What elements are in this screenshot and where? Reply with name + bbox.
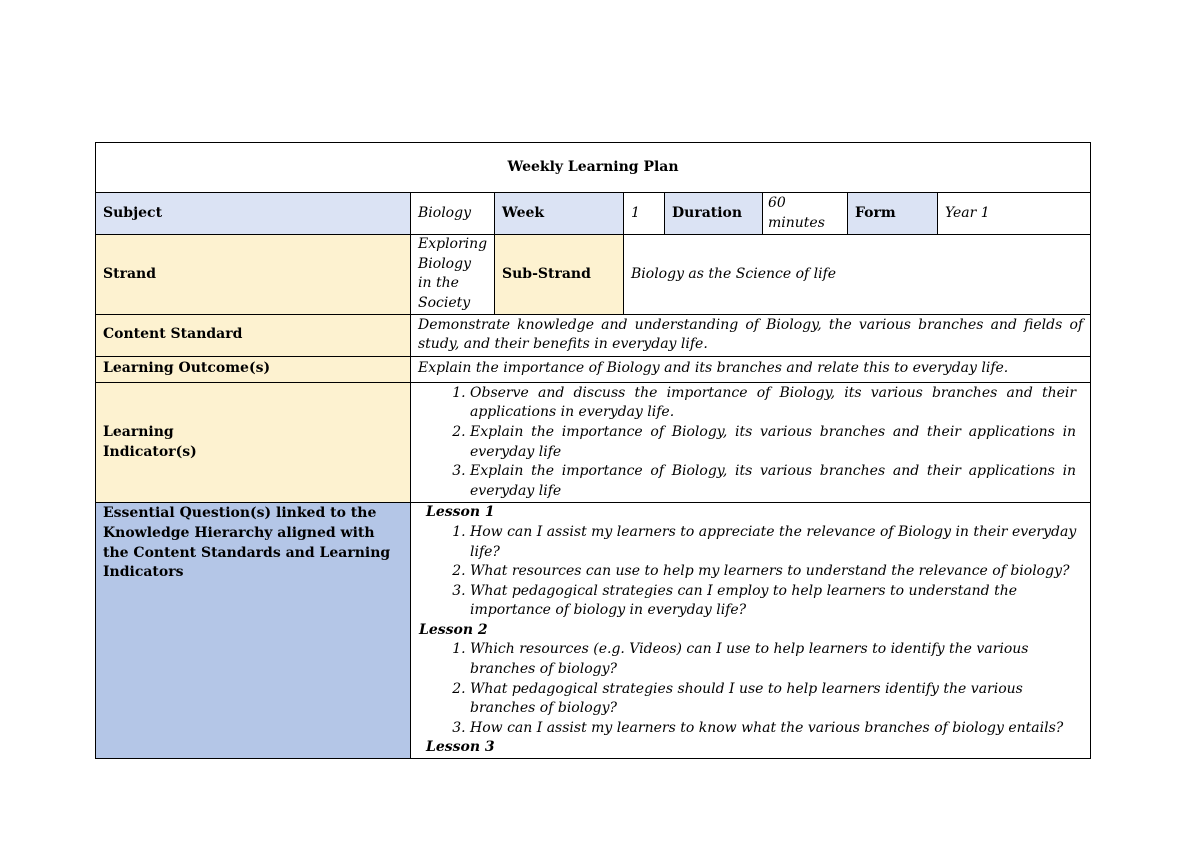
learning-indicators-list <box>418 384 1083 502</box>
strand-label: Strand <box>96 235 411 314</box>
learning-outcome-row <box>96 356 1091 382</box>
list-item: 2. What resources can use to help my learners to understand the relevance of biology? <box>470 562 1078 582</box>
list-item: 1. How can I assist my learners to appreciate the relevance of Biology in their everyday life? <box>470 523 1078 562</box>
learning-indicators-cell <box>411 382 1091 503</box>
title-row <box>96 143 1091 193</box>
sub-strand-label: Sub-Strand <box>495 235 624 314</box>
lesson-title: Lesson 2 <box>419 621 488 638</box>
list-item: 1. Which resources (e.g. Videos) can I use to help learners to identify the various branches of biology? <box>470 640 1078 679</box>
duration-value: 60 minutes <box>763 193 848 235</box>
list-item: 1. Observe and discuss the importance of Biology, its various branches and their applications in everyday life. <box>470 384 1076 423</box>
lesson-1-questions <box>419 523 1078 621</box>
content-standard-label: Content Standard <box>96 314 411 356</box>
essential-questions-row <box>96 503 1091 759</box>
learning-indicators-label <box>96 382 411 503</box>
sub-strand-value: Biology as the Science of life <box>624 235 1091 314</box>
essential-questions-cell <box>411 503 1091 759</box>
subject-label: Subject <box>96 193 411 235</box>
essential-questions-label: Essential Question(s) linked to the Knowledge Hierarchy aligned with the Content Standards and Learning Indicators <box>96 503 411 759</box>
week-label: Week <box>495 193 624 235</box>
learning-indicators-label-line1: Learning <box>103 423 174 440</box>
week-value: 1 <box>624 193 665 235</box>
learning-indicators-label-line2: Indicator(s) <box>103 443 197 460</box>
lesson-title: Lesson 3 <box>426 739 495 756</box>
learning-outcome-value: Explain the importance of Biology and its branches and relate this to everyday life. <box>411 356 1091 382</box>
strand-row <box>96 235 1091 314</box>
list-item: 2. What pedagogical strategies should I use to help learners identify the various branches of biology? <box>470 680 1078 719</box>
subject-value: Biology <box>411 193 495 235</box>
form-label: Form <box>848 193 938 235</box>
content-standard-value: Demonstrate knowledge and understanding of Biology, the various branches and fields of study, and their benefits in everyday life. <box>411 314 1091 356</box>
list-item: 2. Explain the importance of Biology, its various branches and their applications in everyday life <box>470 423 1076 462</box>
list-item: 3. How can I assist my learners to know what the various branches of biology entails? <box>470 719 1078 739</box>
strand-value: Exploring Biology in the Society <box>411 235 495 314</box>
subject-row <box>96 193 1091 235</box>
list-item: 3. What pedagogical strategies can I employ to help learners to understand the importance of biology in everyday life? <box>470 582 1078 621</box>
duration-label: Duration <box>665 193 763 235</box>
weekly-learning-plan-table <box>95 142 1091 759</box>
learning-indicators-row <box>96 382 1091 503</box>
learning-outcome-label: Learning Outcome(s) <box>96 356 411 382</box>
plan-title: Weekly Learning Plan <box>96 143 1091 193</box>
lesson-title: Lesson 1 <box>426 504 495 521</box>
list-item: 3. Explain the importance of Biology, its various branches and their applications in everyday life <box>470 462 1076 501</box>
form-value: Year 1 <box>938 193 1091 235</box>
content-standard-row <box>96 314 1091 356</box>
lesson-2-questions <box>419 640 1078 738</box>
